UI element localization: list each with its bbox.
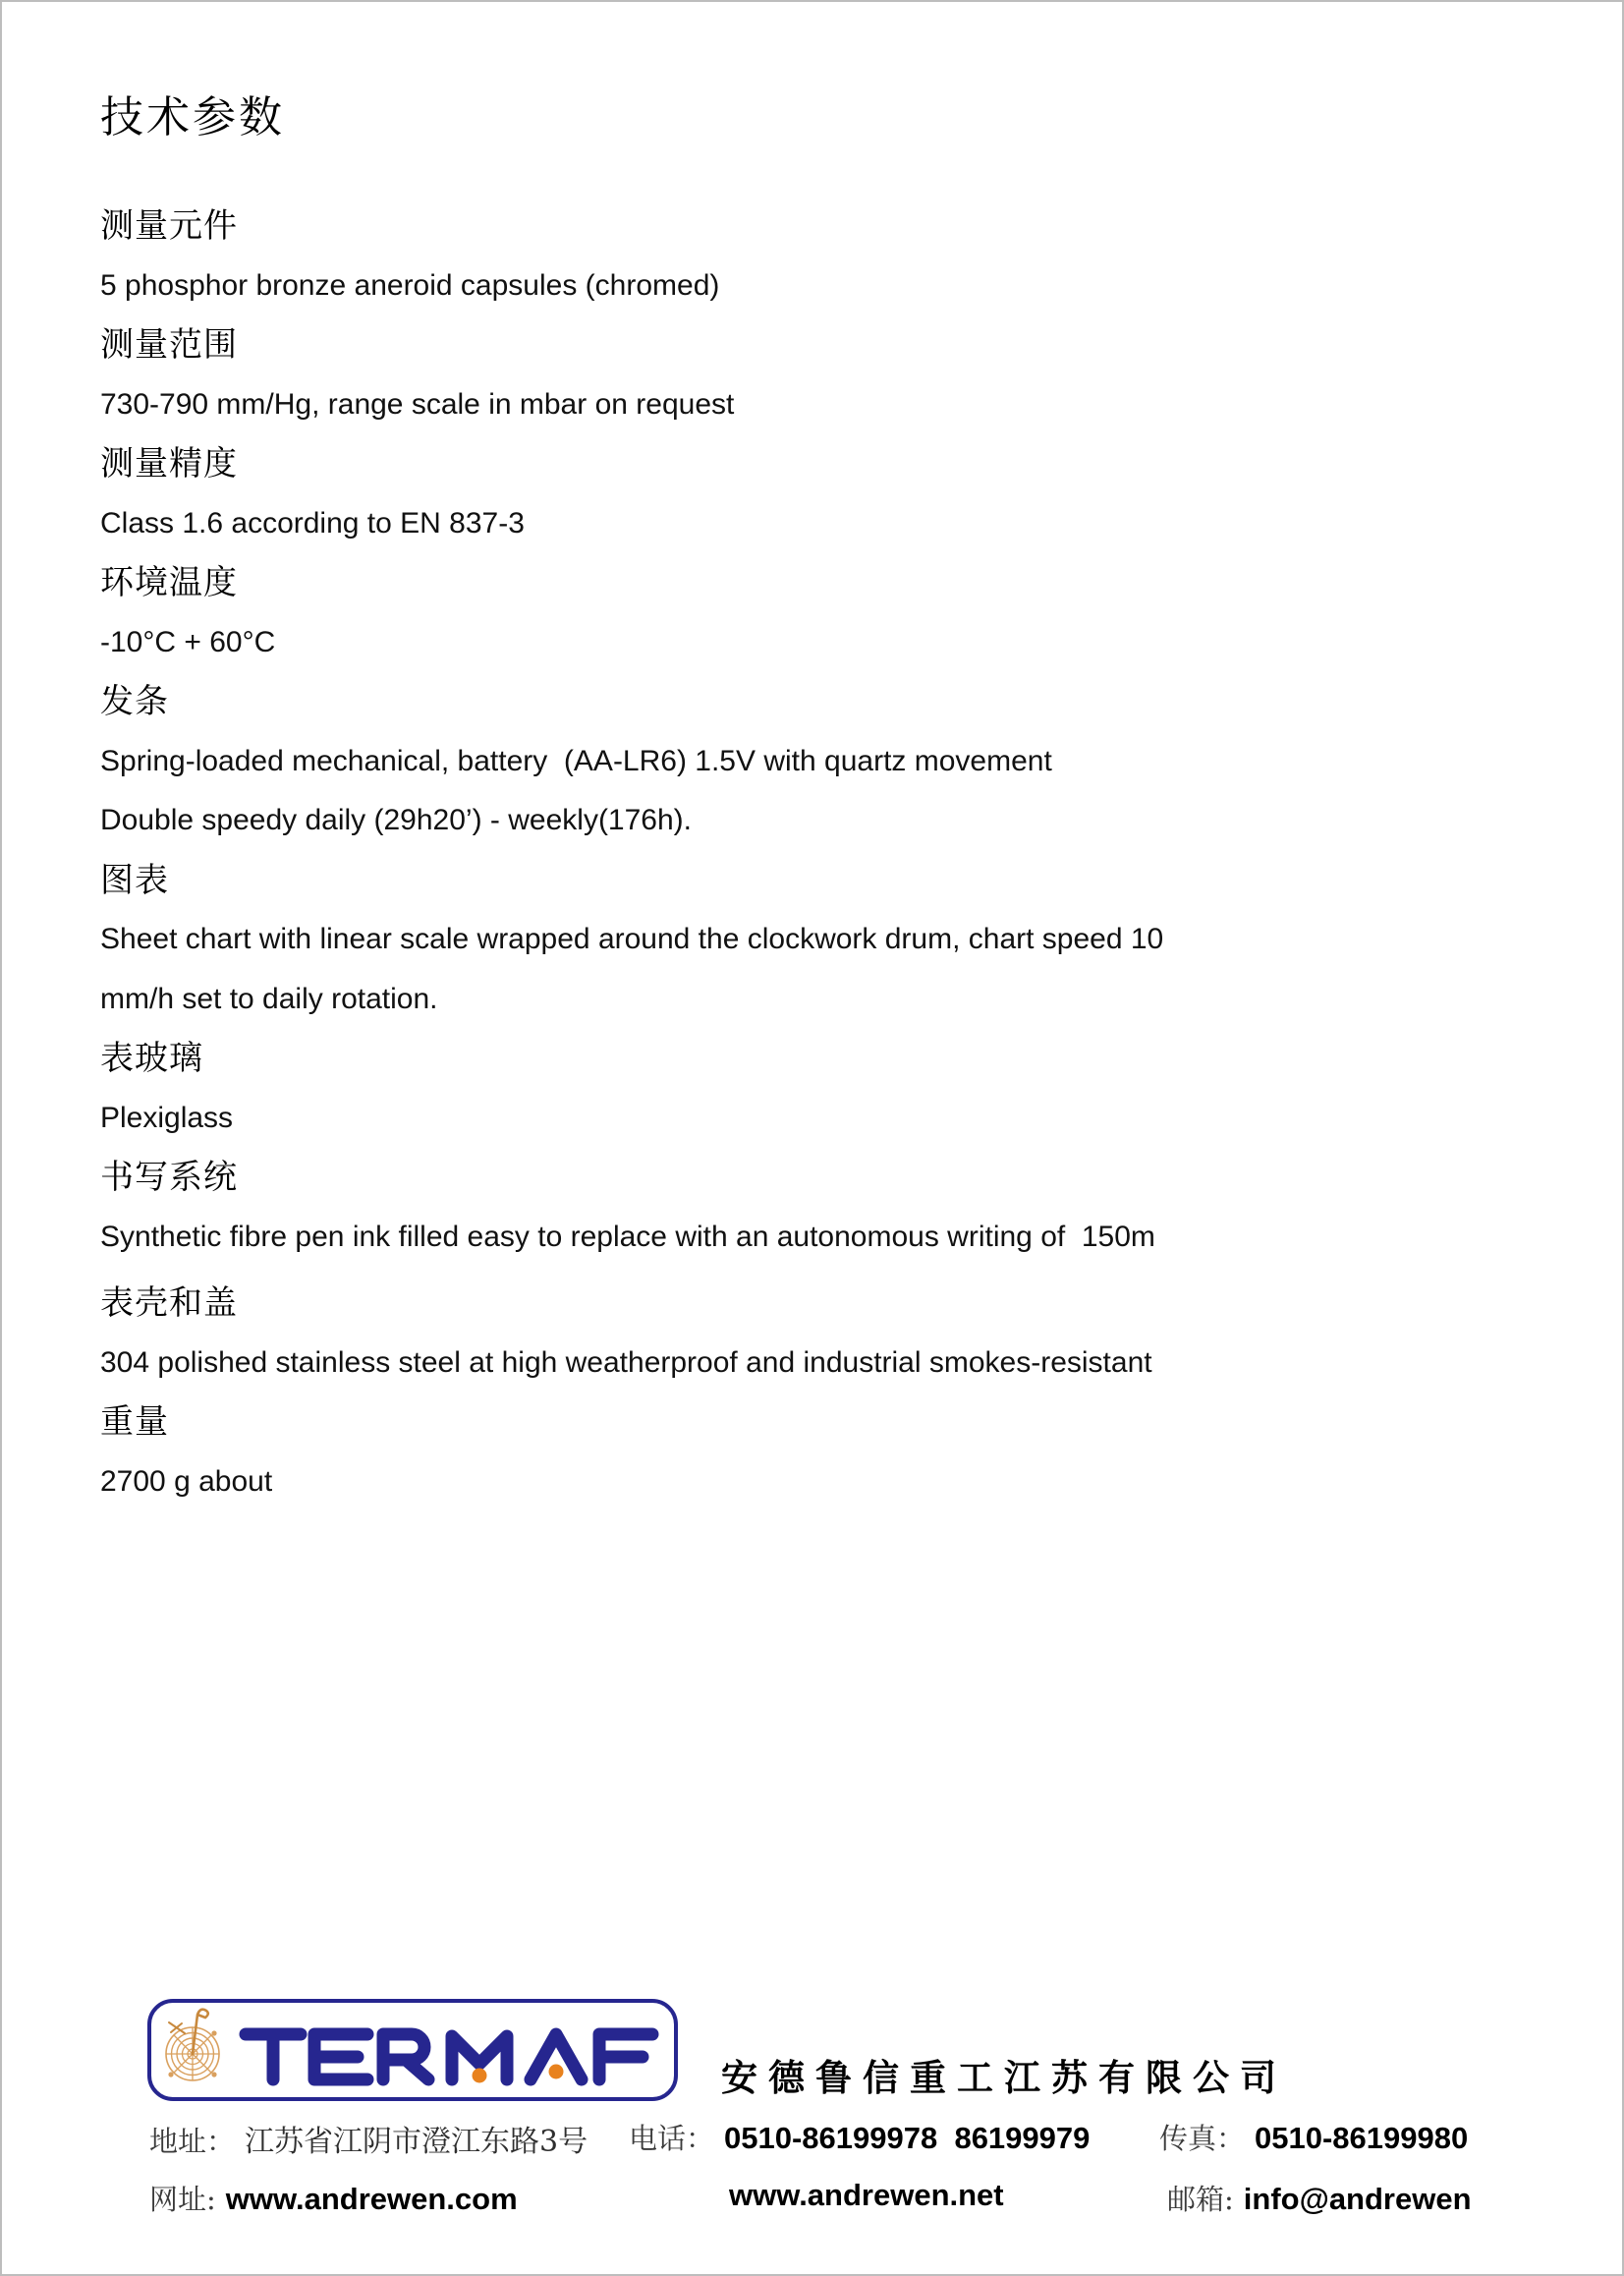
spec-line: Class 1.6 according to EN 837-3 bbox=[100, 506, 525, 540]
spec-line: Spring-loaded mechanical, battery (AA-LR6) 1.5V with quartz movement bbox=[100, 744, 1052, 777]
fax-label: 传真： bbox=[1159, 2122, 1246, 2155]
spec-line: -10°C + 60°C bbox=[100, 625, 276, 658]
spec-line: Plexiglass bbox=[100, 1101, 234, 1134]
address-value: 江苏省江阴市澄江东路3号 bbox=[245, 2125, 588, 2159]
website-primary: www.andrewen.com bbox=[225, 2182, 518, 2216]
email-value: info@andrewen bbox=[1243, 2182, 1472, 2216]
page-title: 技术参数 bbox=[100, 92, 285, 142]
address-label: 地址： bbox=[149, 2125, 236, 2158]
spec-line: 730-790 mm/Hg, range scale in mbar on request bbox=[100, 387, 735, 421]
termaf-logo-art bbox=[151, 2003, 674, 2097]
spec-line: mm/h set to daily rotation. bbox=[100, 982, 438, 1015]
spec-line: 2700 g about bbox=[100, 1464, 273, 1498]
termaf-logo bbox=[147, 1999, 678, 2101]
phone-row bbox=[629, 2117, 1090, 2157]
website-secondary: www.andrewen.net bbox=[729, 2178, 1004, 2212]
phone-label: 电话： bbox=[629, 2122, 715, 2155]
website-row bbox=[149, 2178, 518, 2218]
spec-label: 书写系统 bbox=[100, 1158, 238, 1197]
spec-label: 发条 bbox=[100, 682, 169, 721]
fax-value: 0510-86199980 bbox=[1255, 2121, 1469, 2155]
fax-row bbox=[1159, 2117, 1468, 2157]
spec-label: 测量精度 bbox=[100, 444, 238, 484]
spec-label: 测量范围 bbox=[100, 325, 238, 365]
spec-label: 重量 bbox=[100, 1402, 169, 1442]
company-name: 安德鲁信重工江苏有限公司 bbox=[721, 2058, 1287, 2098]
termaf-wordmark bbox=[246, 2034, 652, 2083]
spec-label: 表玻璃 bbox=[100, 1039, 203, 1078]
website-secondary-row bbox=[729, 2178, 1004, 2213]
spec-label: 图表 bbox=[100, 860, 169, 900]
spec-label: 测量元件 bbox=[100, 206, 238, 246]
spec-line: 5 phosphor bronze aneroid capsules (chromed) bbox=[100, 268, 720, 302]
email-row bbox=[1167, 2178, 1472, 2218]
spec-line: Double speedy daily (29h20’) - weekly(176h). bbox=[100, 804, 692, 836]
website-label: 网址: bbox=[149, 2183, 216, 2216]
clock-spring-icon bbox=[166, 2010, 219, 2080]
spec-sheet bbox=[100, 94, 1544, 1511]
spec-label: 表壳和盖 bbox=[100, 1283, 238, 1323]
address-row bbox=[149, 2117, 588, 2160]
phone-value: 0510-86199978 86199979 bbox=[724, 2121, 1091, 2155]
spec-line: 304 polished stainless steel at high weatherproof and industrial smokes-resistant bbox=[100, 1345, 1152, 1379]
spec-line: Synthetic fibre pen ink filled easy to replace with an autonomous writing of 150m bbox=[100, 1220, 1155, 1253]
email-label: 邮箱: bbox=[1167, 2183, 1234, 2216]
spec-line: Sheet chart with linear scale wrapped around the clockwork drum, chart speed 10 bbox=[100, 923, 1164, 955]
spec-label: 环境温度 bbox=[100, 563, 238, 602]
